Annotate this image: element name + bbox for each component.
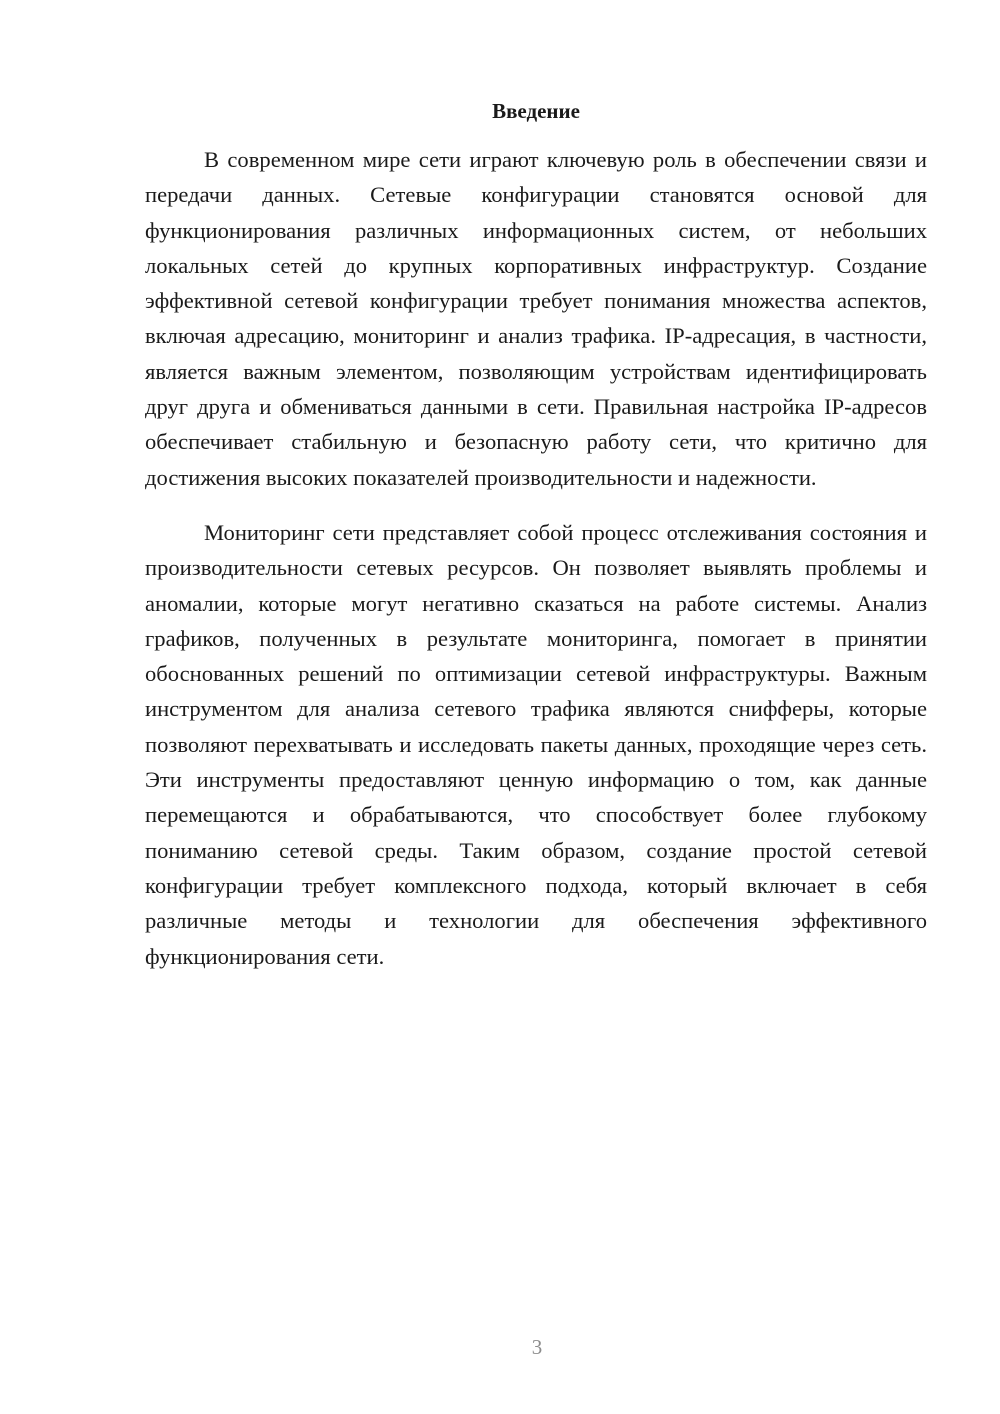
section-heading: Введение: [492, 99, 580, 123]
page-number: 3: [531, 1335, 543, 1359]
body-text: [145, 142, 927, 974]
paragraph-monitoring: Мониторинг сети представляет собой процесс отслеживания состояния и производительности сетевых ресурсов. Он позволяет выявлять проблемы и аномалии, которые могут негативно сказаться на работе системы. Анализ графиков, полученных в результате мониторинга, помогает в принятии обоснованных решений по оптимизации сетевой инфраструктуры. Важным инструментом для анализа сетевого трафика являются снифферы, которые позволяют перехватывать и исследовать пакеты данных, проходящие через сеть. Эти инструменты предоставляют ценную информацию о том, как данные перемещаются и обрабатываются, что способствует более глубокому пониманию сетевой среды. Таким образом, создание простой сетевой конфигурации требует комплексного подхода, который включает в себя различные методы и технологии для обеспечения эффективного функционирования сети.: [145, 519, 927, 969]
paragraph-intro: В современном мире сети играют ключевую роль в обеспечении связи и передачи данных. Сетевые конфигурации становятся основой для функционирования различных информационных систем, от небольших локальных сетей до крупных корпоративных инфраструктур. Создание эффективной сетевой конфигурации требует понимания множества аспектов, включая адресацию, мониторинг и анализ трафика. IP-адресация, в частности, является важным элементом, позволяющим устройствам идентифицировать друг друга и обмениваться данными в сети. Правильная настройка IP-адресов обеспечивает стабильную и безопасную работу сети, что критично для достижения высоких показателей производительности и надежности.: [145, 147, 927, 490]
